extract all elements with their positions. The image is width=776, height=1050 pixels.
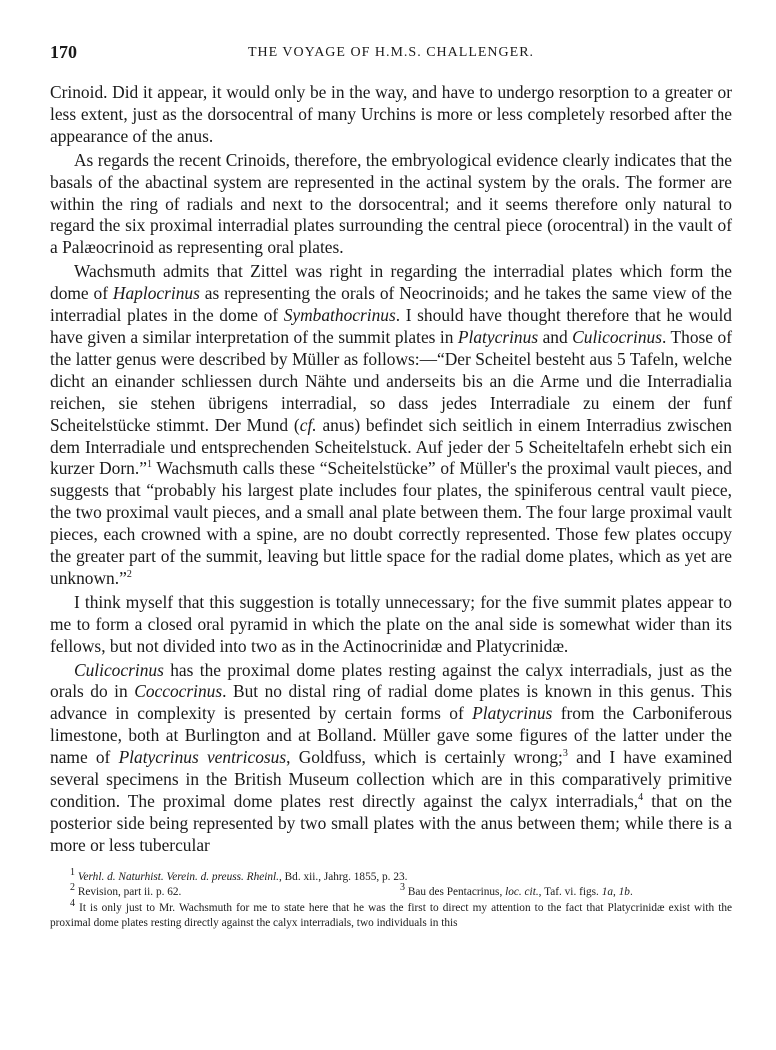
text-run: , xyxy=(612,886,619,899)
footnote-3 xyxy=(380,882,633,900)
species-name: Platycrinus ventricosus xyxy=(118,747,287,768)
genus-name: Culicocrinus xyxy=(572,326,663,347)
citation-title: Verhl. d. Naturhist. Verein. d. preuss. Rheinl. xyxy=(77,870,279,883)
text-run: and I have examined several specimens in the British Museum collection which are in this comparatively primitive condition. The proximal dome plates rest directly against the calyx interradials, xyxy=(50,747,733,811)
genus-name: Culicocrinus xyxy=(74,659,164,680)
text-run: It is only just to Mr. Wachsmuth for me to state here that he was the first to direct my attention to the fact that Platycrinidæ exist with the proximal dome plates resting directly against the calyx interradials, two individuals in this xyxy=(50,901,732,929)
running-title: THE VOYAGE OF H.M.S. CHALLENGER. xyxy=(247,45,535,60)
footnote-2 xyxy=(50,882,380,900)
text-run: Revision, part ii. p. 62. xyxy=(77,886,182,899)
text-run: , Taf. vi. figs. xyxy=(538,886,602,899)
text-run: anus) befindet sich seitlich in einem Interradius zwischen dem Interradiale und entsprechenden Scheitelstuck. Auf jeder der 5 Scheiteltafeln erhebt sich ein kurzer Dorn.” xyxy=(50,414,732,479)
paragraph-4: I think myself that this suggestion is totally unnecessary; for the five summit plates appear to me to form a closed oral pyramid in which the plate on the anal side is somewhat wider than its fellows, but not divided into two as in the Actinocrinidæ and Platycrinidæ. xyxy=(50,591,732,656)
text-run: from the Carboniferous limestone, both at Burlington and at Bolland. Müller gave some figures of the latter under the name of xyxy=(50,703,732,768)
paragraph-5 xyxy=(50,660,732,857)
text-run: has the proximal dome plates resting against the calyx interradials, just as the orals do in xyxy=(50,659,732,702)
page-number: 170 xyxy=(50,42,77,62)
text-run: . xyxy=(629,886,633,899)
figure-ref: 1b xyxy=(618,886,630,899)
text-run: . But no distal ring of radial dome plates is known in this genus. This advance in complexity is presented by certain forms of xyxy=(50,681,732,724)
footnote-1 xyxy=(50,866,732,885)
paragraph-2: As regards the recent Crinoids, therefore, the embryological evidence clearly indicates that the basals of the abactinal system are represented in the actinal system by the orals. The former are within the ring of radials and next to the dorsocentral; and it seems therefore only natural to regard the six proximal interradial plates surrounding the central piece (orocentral) in the vault of a Palæocrinoid as representing oral plates. xyxy=(50,149,732,258)
footnotes xyxy=(50,866,732,932)
citation-abbrev: loc. cit. xyxy=(505,886,539,899)
text-run: as representing the orals of Neocrinoids; and he takes the same view of the interradial plates in the dome of xyxy=(50,283,732,326)
footnote-mark: 1 xyxy=(70,866,75,878)
footnote-mark: 4 xyxy=(70,897,75,909)
text-run: , Goldfuss, which is certainly wrong; xyxy=(286,747,563,768)
paragraph-3 xyxy=(50,261,732,590)
body-text xyxy=(50,82,732,857)
genus-name: Coccocrinus xyxy=(134,681,223,702)
footnote-ref[interactable]: 3 xyxy=(562,748,568,760)
paragraph-1: Crinoid. Did it appear, it would only be in the way, and have to undergo resorption to a greater or less extent, just as the dorsocentral of many Urchins is more or less completely resorbed after the appearance of the anus. xyxy=(50,82,732,146)
page-header xyxy=(50,38,732,68)
footnote-mark: 3 xyxy=(400,882,405,894)
genus-name: Haplocrinus xyxy=(112,283,200,304)
footnote-4 xyxy=(50,897,732,932)
footnote-row xyxy=(50,882,732,900)
text-run: Wachsmuth admits that Zittel was right in regarding the interradial plates which form the dome of xyxy=(50,261,732,304)
text-run: . Those of the latter genus were described by Müller as follows:—“Der Scheitel besteht aus 5 Tafeln, welche dicht an einander schliessen durch Nähte und anderseits bis an die Arme und die Interradialia reichen, sie stehen übrigens interradial, so dass jedes Interradiale zu einem der funf Scheitelstücke stimmt. Der Mund ( xyxy=(50,326,732,435)
text-run: that on the posterior side being represented by two small plates with the anus between them; while there is a more or less tubercular xyxy=(50,791,733,855)
genus-name: Platycrinus xyxy=(457,326,539,347)
footnote-mark: 2 xyxy=(70,882,75,894)
page xyxy=(50,38,732,931)
text-run: Wachsmuth calls these “Scheitelstücke” of Müller's the proximal vault pieces, and suggests that “probably his largest plate includes four plates, the spiniferous central vault piece, the two proximal vault pieces, and a small anal plate between them. The four large proximal vault pieces, each crowned with a spine, are no doubt correctly represented. Those few plates occupy the greater part of the summit, leaving but little space for the radial dome plates, which as yet are unknown.” xyxy=(50,458,732,588)
footnote-ref[interactable]: 4 xyxy=(638,792,644,804)
text-run: and xyxy=(538,326,573,347)
footnote-ref[interactable]: 1 xyxy=(146,459,152,471)
footnote-ref[interactable]: 2 xyxy=(126,569,132,581)
genus-name: Platycrinus xyxy=(472,703,553,724)
abbreviation: cf. xyxy=(299,414,317,435)
figure-ref: 1a xyxy=(601,886,613,899)
text-run: Bau des Pentacrinus, xyxy=(407,886,506,899)
text-run: . I should have thought therefore that he would have given a similar interpretation of the summit plates in xyxy=(50,305,732,347)
genus-name: Symbathocrinus xyxy=(283,305,396,326)
text-run: , Bd. xii., Jahrg. 1855, p. 23. xyxy=(278,870,408,883)
